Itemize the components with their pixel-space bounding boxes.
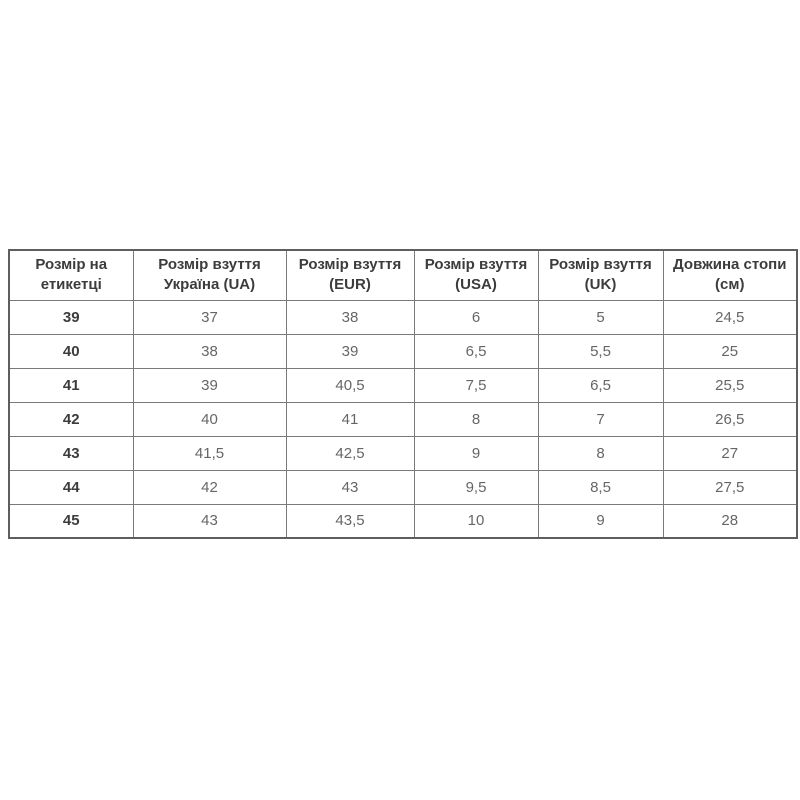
value-cell: 43,5 bbox=[286, 504, 414, 538]
column-header: Розмір взуття (USA) bbox=[414, 250, 538, 300]
value-cell: 40 bbox=[133, 402, 286, 436]
value-cell: 8 bbox=[538, 436, 663, 470]
value-cell: 28 bbox=[663, 504, 797, 538]
value-cell: 25,5 bbox=[663, 368, 797, 402]
table-row bbox=[9, 300, 797, 334]
column-header: Розмір на етикетці bbox=[9, 250, 133, 300]
row-label-cell: 45 bbox=[9, 504, 133, 538]
table-row bbox=[9, 368, 797, 402]
value-cell: 39 bbox=[133, 368, 286, 402]
value-cell: 42 bbox=[133, 470, 286, 504]
table-row bbox=[9, 402, 797, 436]
table-row bbox=[9, 470, 797, 504]
table-header bbox=[9, 250, 797, 300]
value-cell: 7 bbox=[538, 402, 663, 436]
value-cell: 42,5 bbox=[286, 436, 414, 470]
row-label-cell: 41 bbox=[9, 368, 133, 402]
row-label-cell: 40 bbox=[9, 334, 133, 368]
value-cell: 26,5 bbox=[663, 402, 797, 436]
table-row bbox=[9, 504, 797, 538]
value-cell: 6 bbox=[414, 300, 538, 334]
column-header: Розмір взуття (EUR) bbox=[286, 250, 414, 300]
row-label-cell: 44 bbox=[9, 470, 133, 504]
row-label-cell: 39 bbox=[9, 300, 133, 334]
table-row bbox=[9, 334, 797, 368]
column-header: Розмір взуття Україна (UA) bbox=[133, 250, 286, 300]
value-cell: 8,5 bbox=[538, 470, 663, 504]
value-cell: 38 bbox=[133, 334, 286, 368]
value-cell: 25 bbox=[663, 334, 797, 368]
value-cell: 6,5 bbox=[414, 334, 538, 368]
value-cell: 5,5 bbox=[538, 334, 663, 368]
value-cell: 5 bbox=[538, 300, 663, 334]
table-body bbox=[9, 300, 797, 538]
value-cell: 40,5 bbox=[286, 368, 414, 402]
value-cell: 8 bbox=[414, 402, 538, 436]
value-cell: 7,5 bbox=[414, 368, 538, 402]
row-label-cell: 42 bbox=[9, 402, 133, 436]
table-row bbox=[9, 436, 797, 470]
value-cell: 41 bbox=[286, 402, 414, 436]
value-cell: 27,5 bbox=[663, 470, 797, 504]
value-cell: 39 bbox=[286, 334, 414, 368]
value-cell: 24,5 bbox=[663, 300, 797, 334]
row-label-cell: 43 bbox=[9, 436, 133, 470]
header-row bbox=[9, 250, 797, 300]
value-cell: 9,5 bbox=[414, 470, 538, 504]
value-cell: 41,5 bbox=[133, 436, 286, 470]
value-cell: 43 bbox=[133, 504, 286, 538]
column-header: Розмір взуття (UK) bbox=[538, 250, 663, 300]
shoe-size-conversion-table bbox=[8, 249, 798, 539]
value-cell: 10 bbox=[414, 504, 538, 538]
value-cell: 43 bbox=[286, 470, 414, 504]
value-cell: 37 bbox=[133, 300, 286, 334]
value-cell: 27 bbox=[663, 436, 797, 470]
value-cell: 38 bbox=[286, 300, 414, 334]
column-header: Довжина стопи (см) bbox=[663, 250, 797, 300]
size-chart-container bbox=[8, 249, 798, 539]
value-cell: 6,5 bbox=[538, 368, 663, 402]
value-cell: 9 bbox=[414, 436, 538, 470]
value-cell: 9 bbox=[538, 504, 663, 538]
